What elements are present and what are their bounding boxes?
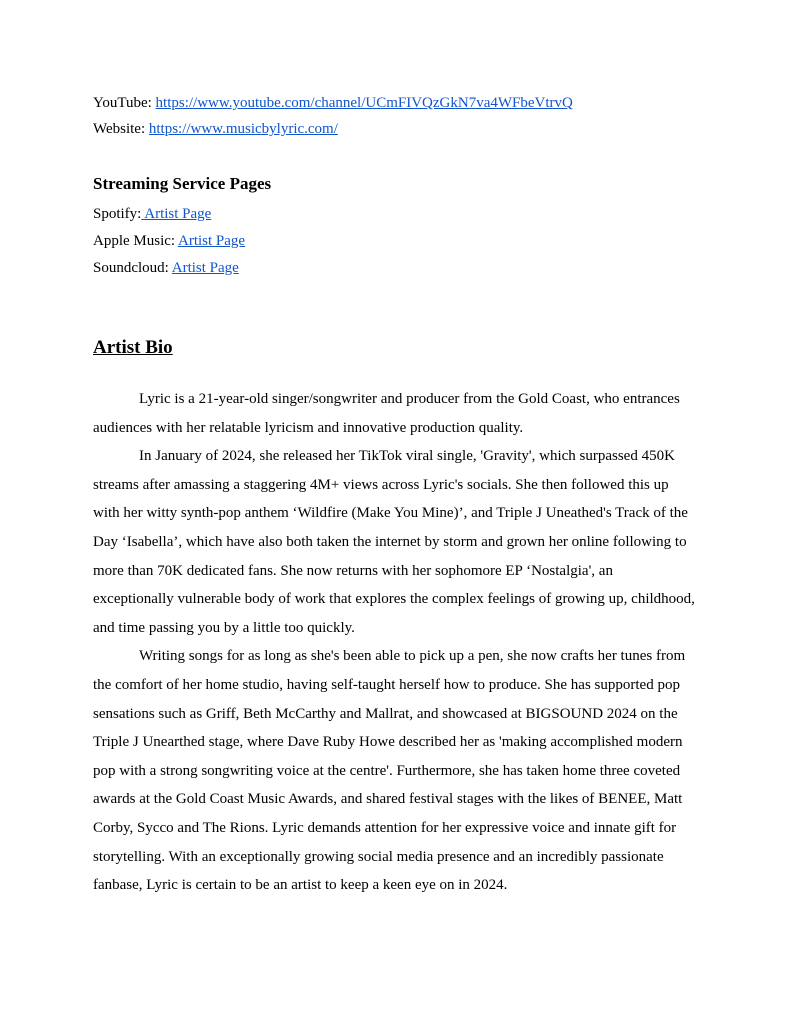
streaming-heading: Streaming Service Pages (93, 174, 272, 193)
bio-paragraph-3: Writing songs for as long as she's been able to pick up a pen, she now crafts her tunes from the comfort of her home studio, having self-taught herself how to produce. She has supported pop sensations such as Griff, Beth McCarthy and Mallrat, and showcased at BIGSOUND 2024 on the Triple J Unearthed stage, where Dave Ruby Howe described her as 'making accomplished modern pop with a strong songwriting voice at the centre'. Furthermore, she has taken home three coveted awards at the Gold Coast Music Awards, and shared festival stages with the likes of BENEE, Matt Corby, Sycco and The Rions. Lyric demands attention for her expressive voice and innate gift for storytelling. With an exceptionally growing social media presence and an incredibly passionate fanbase, Lyric is certain to be an artist to keep a keen eye on in 2024. (93, 648, 686, 894)
spotify-label: Spotify: (93, 206, 142, 222)
bio-paragraph-1: Lyric is a 21-year-old singer/songwriter and producer from the Gold Coast, who entrances audiences with her relatable lyricism and innovative production quality. (93, 391, 680, 436)
apple-music-label: Apple Music: (93, 233, 178, 249)
soundcloud-label: Soundcloud: (93, 260, 172, 276)
spotify-line (93, 205, 211, 223)
spotify-artist-link[interactable]: Artist Page (141, 206, 212, 222)
website-label: Website: (93, 121, 149, 137)
bio-paragraph-2: In January of 2024, she released her TikTok viral single, 'Gravity', which surpassed 450K streams after amassing a staggering 4M+ views across Lyric's socials. She then followed this up with her witty synth-pop anthem ‘Wildfire (Make You Mine)’, and Triple J Uneathed's Track of the Day ‘Isabella’, which have also both taken the internet by storm and grown her online following to more than 70K dedicated fans. She now returns with her sophomore EP ‘Nostalgia', an exceptionally vulnerable body of work that explores the complex feelings of growing up, childhood, and time passing you by a little too quickly. (93, 448, 695, 636)
apple-music-artist-link[interactable]: Artist Page (178, 233, 246, 249)
apple-music-line (93, 232, 245, 250)
bio-heading: Artist Bio (93, 337, 173, 358)
youtube-line (93, 94, 573, 112)
youtube-link[interactable]: https://www.youtube.com/channel/UCmFIVQzGkN7va4WFbeVtrvQ (155, 95, 573, 111)
soundcloud-line (93, 259, 239, 277)
youtube-label: YouTube: (93, 95, 156, 111)
website-line (93, 120, 338, 138)
bio-body (93, 385, 697, 900)
soundcloud-artist-link[interactable]: Artist Page (171, 260, 239, 276)
website-link[interactable]: https://www.musicbylyric.com/ (148, 121, 338, 137)
